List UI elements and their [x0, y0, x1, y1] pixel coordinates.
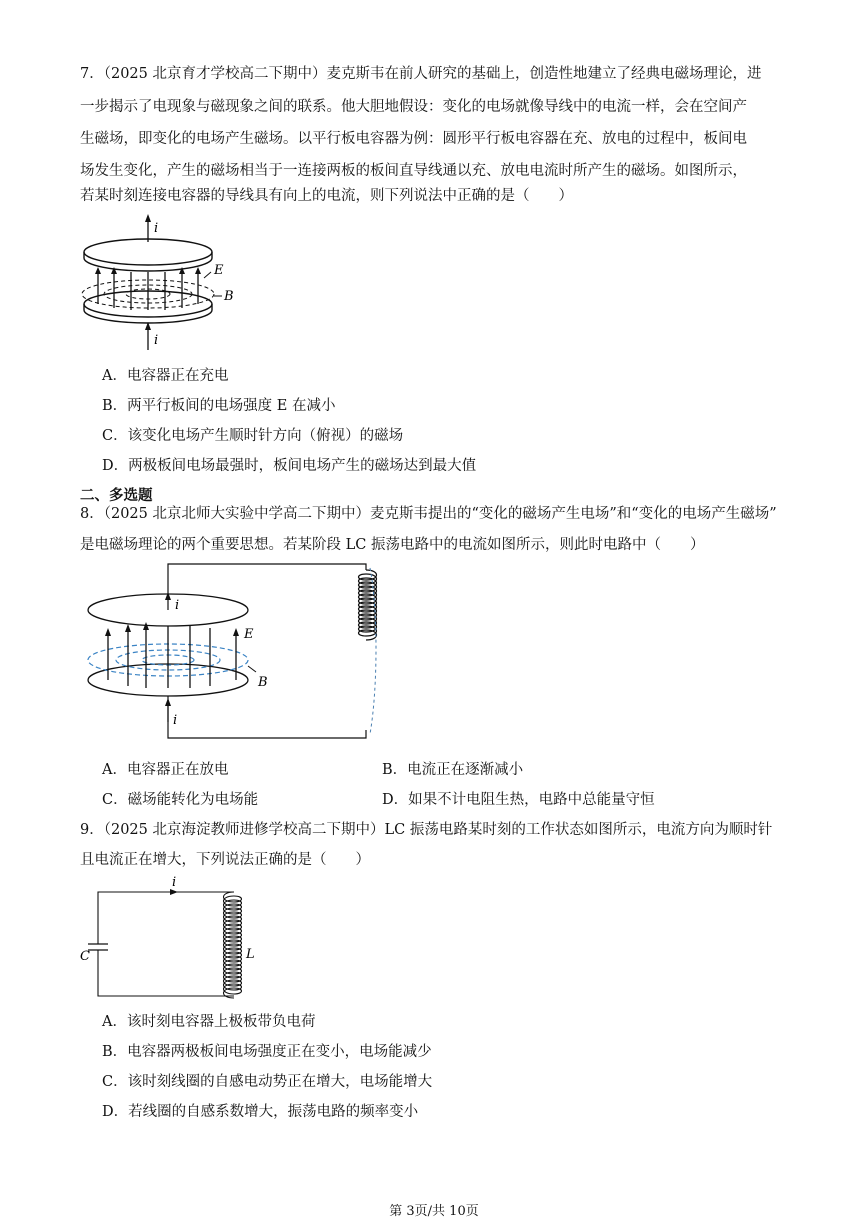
q9-fig-label-L: L — [246, 947, 255, 962]
page-footer: 第 3页/共 10页 — [389, 1204, 479, 1219]
q7-line-4: 场发生变化，产生的磁场相当于一连接两板的板间直导线通以充、放电电流时所产生的磁场。如图所示， — [80, 163, 747, 179]
q8-option-d: D．如果不计电阻生热，电路中总能量守恒 — [382, 792, 655, 808]
q7-fig-label-i-bottom: i — [154, 333, 159, 348]
q8-fig-label-i-top: i — [175, 598, 180, 613]
q9-option-c: C．该时刻线圈的自感电动势正在增大，电场能增大 — [102, 1074, 433, 1090]
q9-option-a: A．该时刻电容器上极板带负电荷 — [102, 1014, 316, 1030]
q7-fig-label-E: E — [214, 263, 224, 278]
q7-line-2: 一步揭示了电现象与磁现象之间的联系。他大胆地假设：变化的电场就像导线中的电流一样，会在空间产 — [80, 99, 747, 115]
q8-option-c: C．磁场能转化为电场能 — [102, 792, 259, 808]
q7-option-d: D．两极板间电场最强时，板间电场产生的磁场达到最大值 — [102, 458, 477, 474]
section-heading: 二、多选题 — [80, 488, 153, 504]
q9-lc-circuit-figure — [74, 872, 264, 1002]
q8-lc-circuit-figure — [80, 562, 400, 742]
q9-line-2: 且电流正在增大，下列说法正确的是（ ） — [80, 852, 370, 868]
q7-capacitor-figure — [76, 212, 246, 352]
q9-line-1: 9．（2025 北京海淀教师进修学校高二下期中）LC 振荡电路某时刻的工作状态如图所示，电流方向为顺时针 — [80, 822, 773, 838]
q8-fig-label-B: B — [258, 675, 268, 690]
q9-option-b: B．电容器两极板间电场强度正在变小，电场能减少 — [102, 1044, 432, 1060]
q7-option-a: A．电容器正在充电 — [102, 368, 229, 384]
q8-line-2: 是电磁场理论的两个重要思想。若某阶段 LC 振荡电路中的电流如图所示，则此时电路中（ ） — [80, 537, 705, 553]
q7-fig-label-i-top: i — [154, 221, 159, 236]
q7-line-3: 生磁场，即变化的电场产生磁场。以平行板电容器为例：圆形平行板电容器在充、放电的过程中，板间电 — [80, 131, 747, 147]
q7-line-5: 若某时刻连接电容器的导线具有向上的电流，则下列说法中正确的是（ ） — [80, 188, 573, 204]
q7-option-c: C．该变化电场产生顺时针方向（俯视）的磁场 — [102, 428, 404, 444]
q8-fig-label-E: E — [244, 627, 254, 642]
q9-fig-label-C: C — [80, 949, 90, 964]
q7-fig-label-B: B — [224, 289, 234, 304]
q8-option-b: B．电流正在逐渐减小 — [382, 762, 524, 778]
q7-line-1: 7．（2025 北京育才学校高二下期中）麦克斯韦在前人研究的基础上，创造性地建立了经典电磁场理论，进 — [80, 66, 762, 82]
q8-option-a: A．电容器正在放电 — [102, 762, 229, 778]
q9-fig-label-i: i — [172, 875, 177, 890]
q7-option-b: B．两平行板间的电场强度 E 在减小 — [102, 398, 336, 414]
q8-fig-label-i-bottom: i — [173, 713, 178, 728]
q9-option-d: D．若线圈的自感系数增大，振荡电路的频率变小 — [102, 1104, 419, 1120]
q8-line-1: 8．（2025 北京北师大实验中学高二下期中）麦克斯韦提出的“变化的磁场产生电场”和“变化的电场产生磁场” — [80, 506, 777, 522]
